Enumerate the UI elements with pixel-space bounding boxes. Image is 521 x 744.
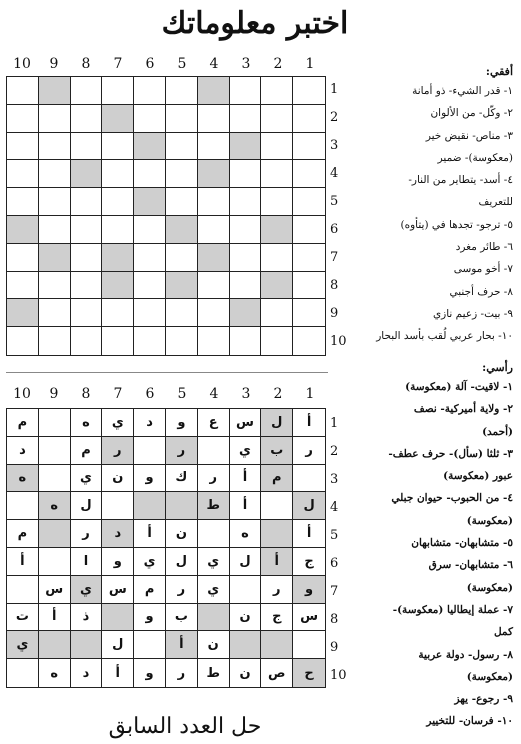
grid-cell[interactable] — [134, 105, 166, 133]
grid-cell[interactable] — [198, 299, 230, 327]
grid-cell[interactable] — [293, 77, 325, 105]
down-clue: ٧- عملة إيطاليا (معكوسة)- — [392, 603, 513, 616]
grid-cell: ي — [102, 409, 134, 437]
grid-cell: أ — [39, 604, 71, 632]
grid-cell[interactable] — [166, 299, 198, 327]
page-title: اختبر معلوماتك — [161, 6, 349, 41]
row-number: 9 — [330, 306, 339, 321]
shaded-cell[interactable] — [7, 216, 39, 244]
grid-cell: س — [230, 409, 262, 437]
grid-cell[interactable] — [293, 160, 325, 188]
grid-cell: ج — [293, 548, 325, 576]
grid-cell[interactable] — [71, 133, 103, 161]
grid-cell[interactable] — [293, 133, 325, 161]
column-number: 5 — [177, 386, 187, 402]
grid-cell[interactable] — [261, 133, 293, 161]
grid-cell: ك — [166, 465, 198, 493]
grid-cell: أ — [7, 548, 39, 576]
grid-cell: س — [293, 604, 325, 632]
grid-cell[interactable] — [230, 244, 262, 272]
column-numbers-solution — [6, 386, 326, 404]
down-clue: ٣- ثلثا (سأل)- حرف عطف- — [388, 447, 513, 460]
grid-cell: ا — [71, 548, 103, 576]
shaded-cell[interactable] — [198, 160, 230, 188]
grid-cell: م — [7, 409, 39, 437]
grid-cell[interactable] — [166, 160, 198, 188]
grid-cell — [293, 465, 325, 493]
grid-cell: ل — [102, 631, 134, 659]
across-clues — [349, 64, 513, 348]
across-clue: للتعريف — [478, 196, 513, 209]
shaded-cell — [134, 492, 166, 520]
shaded-cell: د — [102, 520, 134, 548]
grid-cell[interactable] — [71, 327, 103, 355]
column-number: 1 — [305, 386, 315, 402]
grid-cell[interactable] — [7, 77, 39, 105]
shaded-cell[interactable] — [7, 299, 39, 327]
shaded-cell: ر — [102, 437, 134, 465]
grid-cell: و — [134, 604, 166, 632]
shaded-cell — [39, 520, 71, 548]
grid-cell: ص — [261, 659, 293, 687]
grid-cell[interactable] — [39, 216, 71, 244]
solution-grid — [6, 408, 326, 688]
shaded-cell — [261, 520, 293, 548]
row-numbers-top — [330, 76, 350, 356]
shaded-cell: م — [261, 465, 293, 493]
across-clue: (معكوسة)- ضمير — [437, 151, 513, 164]
across-clue: ٨- حرف أجنبي — [449, 285, 513, 298]
shaded-cell[interactable] — [39, 244, 71, 272]
shaded-cell[interactable] — [230, 133, 262, 161]
across-clue: ٧- أخو موسى — [453, 263, 513, 276]
grid-cell: ن — [230, 604, 262, 632]
shaded-cell — [39, 631, 71, 659]
grid-cell[interactable] — [293, 327, 325, 355]
grid-cell[interactable] — [261, 299, 293, 327]
grid-cell[interactable] — [230, 188, 262, 216]
column-number: 4 — [209, 56, 219, 72]
row-number: 10 — [330, 668, 347, 683]
grid-cell: أ — [102, 659, 134, 687]
grid-cell[interactable] — [198, 327, 230, 355]
shaded-cell: ل — [293, 492, 325, 520]
grid-cell[interactable] — [71, 299, 103, 327]
grid-cell[interactable] — [261, 105, 293, 133]
shaded-cell: ه — [7, 465, 39, 493]
row-number: 6 — [330, 222, 339, 237]
grid-cell: ط — [198, 659, 230, 687]
shaded-cell[interactable] — [166, 272, 198, 300]
row-number: 1 — [330, 416, 339, 431]
column-number: 10 — [13, 56, 31, 72]
grid-cell[interactable] — [166, 327, 198, 355]
grid-cell: ب — [166, 604, 198, 632]
across-heading: أفقي: — [485, 65, 513, 78]
column-number: 4 — [209, 386, 219, 402]
shaded-cell: ي — [71, 576, 103, 604]
grid-cell: م — [134, 576, 166, 604]
down-clue: ١- لاقيت- آلة (معكوسة) — [405, 381, 513, 393]
grid-cell[interactable] — [293, 105, 325, 133]
grid-cell[interactable] — [102, 188, 134, 216]
shaded-cell[interactable] — [230, 299, 262, 327]
shaded-cell: ي — [7, 631, 39, 659]
grid-cell: أ — [230, 492, 262, 520]
across-clue: ٤- أسد- يتطاير من النار- — [408, 174, 513, 187]
grid-cell: ه — [71, 409, 103, 437]
grid-cell: ر — [71, 520, 103, 548]
grid-cell[interactable] — [7, 244, 39, 272]
down-clue: عبور (معكوسة) — [443, 470, 513, 483]
grid-cell: ن — [102, 465, 134, 493]
down-clue: ٦- متشابهان- سرق — [428, 559, 513, 572]
across-clue: ١٠- بحار عربي لُقب بأسد البحار — [376, 330, 513, 343]
grid-cell — [39, 437, 71, 465]
shaded-cell: ر — [166, 437, 198, 465]
column-number: 9 — [49, 386, 59, 402]
grid-cell: و — [102, 548, 134, 576]
row-number: 5 — [330, 194, 339, 209]
row-number: 10 — [330, 334, 347, 349]
column-number: 6 — [145, 386, 155, 402]
grid-cell — [230, 576, 262, 604]
down-clue: (معكوسة) — [466, 581, 513, 594]
grid-cell[interactable] — [102, 133, 134, 161]
grid-cell[interactable] — [198, 133, 230, 161]
down-clues — [349, 360, 513, 733]
row-number: 8 — [330, 278, 339, 293]
row-number: 2 — [330, 110, 339, 125]
shaded-cell — [102, 604, 134, 632]
grid-cell[interactable] — [293, 244, 325, 272]
grid-cell[interactable] — [71, 188, 103, 216]
grid-cell[interactable] — [71, 244, 103, 272]
across-clue: ٣- مناص- نقيض خير — [425, 129, 513, 142]
grid-cell: ل — [71, 492, 103, 520]
grid-cell[interactable] — [230, 272, 262, 300]
down-heading: رأسي: — [482, 361, 513, 374]
grid-cell: ن — [230, 659, 262, 687]
shaded-cell[interactable] — [134, 133, 166, 161]
grid-cell[interactable] — [39, 105, 71, 133]
grid-cell: ر — [166, 659, 198, 687]
previous-solution-label: حل العدد السابق — [108, 714, 262, 739]
grid-cell: و — [166, 409, 198, 437]
down-clue: ١٠- فرسان- للتخيير — [426, 715, 513, 728]
shaded-cell[interactable] — [198, 244, 230, 272]
grid-cell[interactable] — [39, 327, 71, 355]
grid-cell — [261, 492, 293, 520]
grid-cell[interactable] — [102, 327, 134, 355]
shaded-cell[interactable] — [102, 244, 134, 272]
column-number: 1 — [305, 56, 315, 72]
column-number: 8 — [81, 386, 91, 402]
grid-cell — [39, 465, 71, 493]
column-number: 9 — [49, 56, 59, 72]
grid-cell[interactable] — [7, 160, 39, 188]
grid-cell[interactable] — [71, 77, 103, 105]
shaded-cell[interactable] — [71, 160, 103, 188]
grid-cell[interactable] — [166, 77, 198, 105]
grid-cell[interactable] — [293, 299, 325, 327]
shaded-cell: ل — [261, 409, 293, 437]
row-number: 4 — [330, 166, 339, 181]
grid-cell: ي — [198, 576, 230, 604]
shaded-cell: و — [293, 576, 325, 604]
grid-cell: ر — [293, 437, 325, 465]
across-clue: ٩- بيت- زعيم نازي — [432, 307, 513, 320]
column-number: 2 — [273, 386, 283, 402]
row-number: 9 — [330, 640, 339, 655]
row-numbers-solution — [330, 410, 350, 690]
across-clue: ٦- طائر مغرد — [455, 241, 513, 254]
column-number: 7 — [113, 56, 123, 72]
grid-cell: م — [7, 520, 39, 548]
grid-cell[interactable] — [39, 299, 71, 327]
grid-cell — [102, 492, 134, 520]
grid-cell[interactable] — [39, 272, 71, 300]
down-clue: ٥- متشابهان- متشابهان — [411, 537, 513, 550]
row-number: 1 — [330, 82, 339, 97]
grid-cell[interactable] — [198, 272, 230, 300]
shaded-cell[interactable] — [261, 216, 293, 244]
grid-cell — [7, 576, 39, 604]
grid-cell[interactable] — [293, 216, 325, 244]
row-number: 3 — [330, 138, 339, 153]
grid-cell: ج — [261, 604, 293, 632]
grid-cell: ن — [198, 631, 230, 659]
grid-cell: ذ — [71, 604, 103, 632]
grid-cell[interactable] — [134, 216, 166, 244]
row-number: 7 — [330, 584, 339, 599]
across-clue: ٥- ترجو- تجدها في (يتأوه) — [400, 218, 513, 231]
grid-cell[interactable] — [39, 160, 71, 188]
grid-cell[interactable] — [7, 105, 39, 133]
grid-cell[interactable] — [134, 299, 166, 327]
grid-cell: ي — [134, 548, 166, 576]
grid-cell: س — [39, 576, 71, 604]
shaded-cell: ه — [39, 492, 71, 520]
grid-cell: ر — [261, 576, 293, 604]
across-clue: ٢- وكّل- من الألوان — [430, 107, 513, 120]
shaded-cell[interactable] — [261, 272, 293, 300]
column-number: 6 — [145, 56, 155, 72]
column-number: 3 — [241, 386, 251, 402]
grid-cell: أ — [293, 409, 325, 437]
row-number: 4 — [330, 500, 339, 515]
grid-cell[interactable] — [134, 327, 166, 355]
shaded-cell — [71, 631, 103, 659]
crossword-grid — [6, 76, 326, 356]
shaded-cell: أ — [166, 631, 198, 659]
grid-cell[interactable] — [230, 77, 262, 105]
grid-cell[interactable] — [134, 244, 166, 272]
shaded-cell: ط — [198, 492, 230, 520]
grid-cell: ل — [166, 548, 198, 576]
column-numbers-top — [6, 56, 326, 74]
grid-cell[interactable] — [166, 105, 198, 133]
shaded-cell — [166, 492, 198, 520]
grid-cell[interactable] — [293, 188, 325, 216]
shaded-cell — [230, 631, 262, 659]
row-number: 5 — [330, 528, 339, 543]
grid-cell: أ — [134, 520, 166, 548]
grid-cell[interactable] — [293, 272, 325, 300]
row-number: 3 — [330, 472, 339, 487]
shaded-cell[interactable] — [198, 77, 230, 105]
grid-cell[interactable] — [39, 133, 71, 161]
down-clue: ٢- ولاية أميركية- نصف — [413, 403, 513, 416]
shaded-cell — [198, 604, 230, 632]
grid-cell[interactable] — [261, 77, 293, 105]
row-number: 2 — [330, 444, 339, 459]
grid-cell: و — [134, 465, 166, 493]
grid-cell[interactable] — [71, 105, 103, 133]
row-number: 8 — [330, 612, 339, 627]
grid-cell[interactable] — [7, 133, 39, 161]
grid-cell[interactable] — [198, 105, 230, 133]
grid-cell — [134, 631, 166, 659]
grid-cell[interactable] — [166, 188, 198, 216]
grid-cell[interactable] — [230, 327, 262, 355]
grid-cell: ه — [39, 659, 71, 687]
shaded-cell: ح — [293, 659, 325, 687]
grid-cell — [7, 659, 39, 687]
shaded-cell: أ — [261, 548, 293, 576]
shaded-cell[interactable] — [102, 272, 134, 300]
grid-cell[interactable] — [166, 133, 198, 161]
shaded-cell[interactable] — [166, 216, 198, 244]
grid-cell: د — [71, 659, 103, 687]
column-number: 7 — [113, 386, 123, 402]
shaded-cell — [261, 631, 293, 659]
shaded-cell[interactable] — [134, 188, 166, 216]
column-number: 5 — [177, 56, 187, 72]
grid-cell[interactable] — [71, 272, 103, 300]
grid-cell — [39, 548, 71, 576]
down-clue: ٨- رسول- دولة عربية — [418, 648, 513, 661]
row-number: 6 — [330, 556, 339, 571]
grid-cell[interactable] — [7, 272, 39, 300]
grid-cell[interactable] — [198, 216, 230, 244]
grid-cell[interactable] — [134, 77, 166, 105]
grid-cell[interactable] — [102, 77, 134, 105]
grid-cell[interactable] — [261, 188, 293, 216]
grid-cell: د — [7, 437, 39, 465]
shaded-cell: ب — [261, 437, 293, 465]
divider — [6, 372, 328, 373]
grid-cell: ن — [166, 520, 198, 548]
grid-cell[interactable] — [102, 160, 134, 188]
grid-cell[interactable] — [166, 244, 198, 272]
grid-cell: ي — [71, 465, 103, 493]
grid-cell — [198, 520, 230, 548]
down-clue: ٤- من الحبوب- حيوان جبلي — [391, 492, 513, 505]
grid-cell[interactable] — [230, 105, 262, 133]
grid-cell: ي — [230, 437, 262, 465]
grid-cell: م — [71, 437, 103, 465]
grid-cell[interactable] — [230, 216, 262, 244]
down-clue: كمل — [493, 626, 513, 639]
grid-cell[interactable] — [134, 160, 166, 188]
column-number: 2 — [273, 56, 283, 72]
grid-cell: د — [134, 409, 166, 437]
grid-cell: أ — [230, 465, 262, 493]
column-number: 8 — [81, 56, 91, 72]
grid-cell: ه — [230, 520, 262, 548]
grid-cell: س — [102, 576, 134, 604]
grid-cell[interactable] — [102, 299, 134, 327]
grid-cell[interactable] — [261, 160, 293, 188]
row-number: 7 — [330, 250, 339, 265]
grid-cell — [7, 492, 39, 520]
grid-cell[interactable] — [71, 216, 103, 244]
shaded-cell[interactable] — [39, 77, 71, 105]
grid-cell — [293, 631, 325, 659]
across-clue: ١- قدر الشيء- ذو أمانة — [412, 85, 513, 97]
column-number: 10 — [13, 386, 31, 402]
grid-cell — [134, 437, 166, 465]
grid-cell[interactable] — [230, 160, 262, 188]
grid-cell: ر — [166, 576, 198, 604]
grid-cell — [198, 437, 230, 465]
grid-cell: ت — [7, 604, 39, 632]
grid-cell: ل — [230, 548, 262, 576]
down-clue: (معكوسة) — [466, 514, 513, 527]
shaded-cell[interactable] — [102, 105, 134, 133]
grid-cell: ر — [198, 465, 230, 493]
grid-cell[interactable] — [134, 272, 166, 300]
grid-cell: ع — [198, 409, 230, 437]
grid-cell: و — [134, 659, 166, 687]
grid-cell[interactable] — [39, 188, 71, 216]
grid-cell — [39, 409, 71, 437]
down-clue: ٩- رجوع- يهز — [454, 693, 513, 706]
grid-cell[interactable] — [7, 327, 39, 355]
grid-cell[interactable] — [261, 244, 293, 272]
grid-cell: أ — [293, 520, 325, 548]
grid-cell[interactable] — [7, 188, 39, 216]
down-clue: (أحمد) — [482, 425, 513, 438]
grid-cell: ي — [198, 548, 230, 576]
down-clue: (معكوسة) — [466, 670, 513, 683]
grid-cell[interactable] — [261, 327, 293, 355]
grid-cell[interactable] — [102, 216, 134, 244]
grid-cell[interactable] — [198, 188, 230, 216]
column-number: 3 — [241, 56, 251, 72]
